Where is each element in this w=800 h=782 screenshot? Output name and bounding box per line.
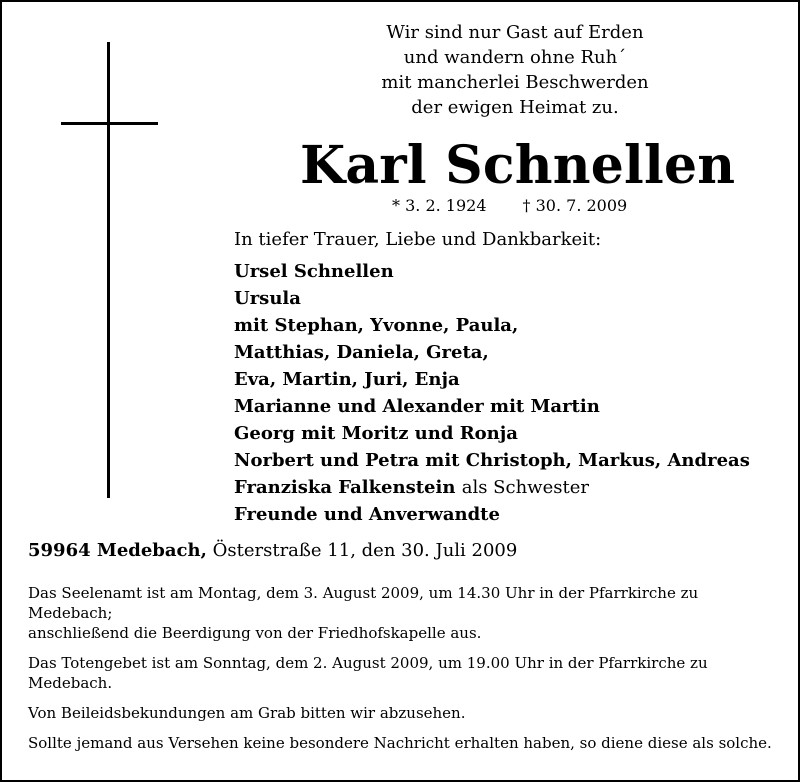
mourner-line: Matthias, Daniela, Greta, [234,342,489,363]
birth-date: * 3. 2. 1924 [392,196,487,215]
mourning-intro: In tiefer Trauer, Liebe und Dankbarkeit: [234,229,602,250]
sister-relation: als Schwester [461,477,589,498]
mourner-line: Ursula [234,288,301,309]
mourner-line: Norbert und Petra mit Christoph, Markus, Andreas [234,450,750,471]
cross-horizontal-bar [61,122,158,125]
service-notes [28,583,772,763]
prayer-line: Medebach. [28,674,113,692]
mourner-line: Eva, Martin, Juri, Enja [234,369,460,390]
deceased-name: Karl Schnellen [300,135,736,196]
place-address-date: Österstraße 11, den 30. Juli 2009 [212,540,518,561]
place-and-date [28,539,517,563]
mourner-line: Ursel Schnellen [234,261,394,282]
notice-note: Sollte jemand aus Versehen keine besondere Nachricht erhalten haben, so diene diese als solche. [28,734,772,752]
condolence-note: Von Beileidsbekundungen am Grab bitten wir abzusehen. [28,704,466,722]
mourner-line-sister [234,474,750,501]
requiem-note [28,583,748,643]
requiem-line: Das Seelenamt ist am Montag, dem 3. August 2009, um 14.30 Uhr in der Pfarrkirche zu [28,584,699,602]
poem-line: der ewigen Heimat zu. [411,97,619,118]
sister-name: Franziska Falkenstein [234,477,456,498]
death-date: † 30. 7. 2009 [522,196,628,215]
poem-line: Wir sind nur Gast auf Erden [386,22,644,43]
mourners-list [234,258,750,528]
place-city: 59964 Medebach, [28,540,207,561]
poem-line: und wandern ohne Ruh´ [403,47,627,68]
mourner-line: mit Stephan, Yvonne, Paula, [234,315,519,336]
poem [350,20,680,120]
requiem-line: anschließend die Beerdigung von der Friedhofskapelle aus. [28,624,482,642]
poem-line: mit mancherlei Beschwerden [381,72,649,93]
cross-vertical-bar [107,42,110,498]
prayer-line: Das Totengebet ist am Sonntag, dem 2. August 2009, um 19.00 Uhr in der Pfarrkirche zu [28,654,708,672]
prayer-note [28,653,748,693]
requiem-line: Medebach; [28,604,113,622]
friends-line: Freunde und Anverwandte [234,504,500,525]
mourner-line: Georg mit Moritz und Ronja [234,423,518,444]
mourner-line: Marianne und Alexander mit Martin [234,396,600,417]
life-dates [392,196,627,216]
